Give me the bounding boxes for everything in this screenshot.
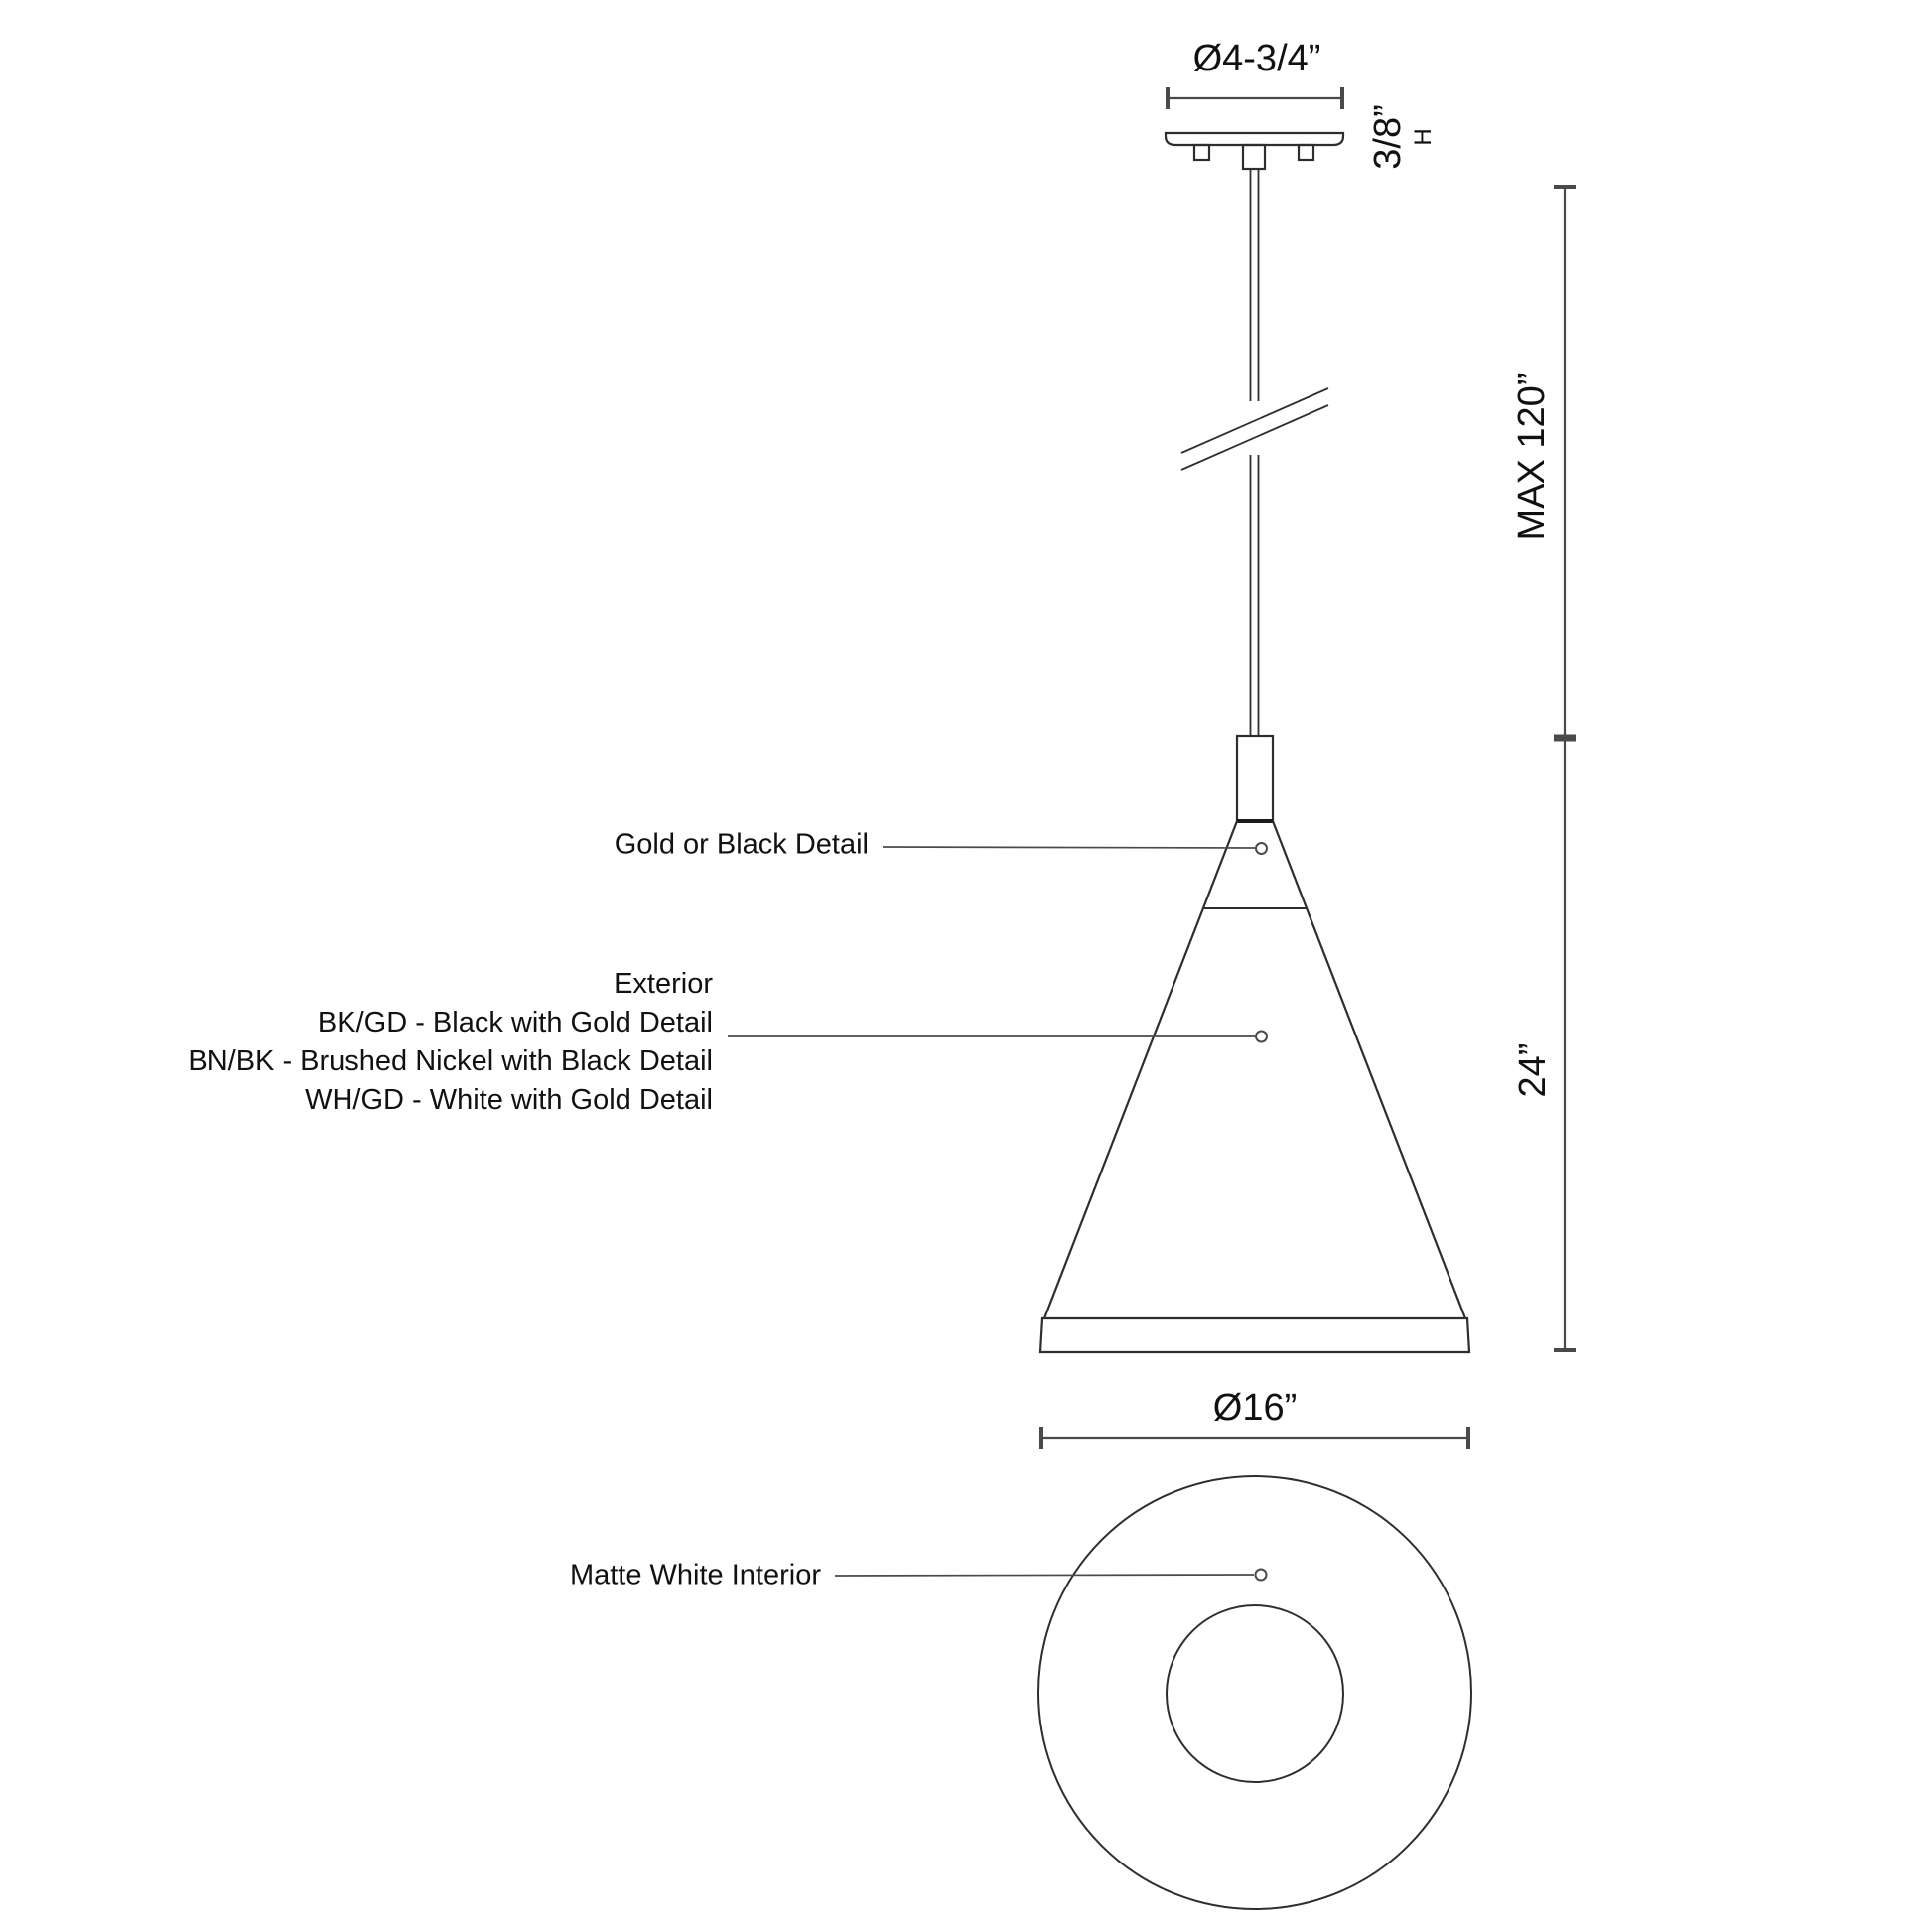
cable-break-line-upper bbox=[1181, 388, 1328, 453]
leader-dot-matte-white bbox=[1256, 1570, 1267, 1581]
canopy-outline bbox=[1166, 133, 1343, 169]
leader-dot-exterior bbox=[1256, 1032, 1267, 1042]
bottom-view bbox=[1038, 1476, 1471, 1909]
cone-side-right bbox=[1273, 821, 1465, 1318]
exterior-option-bn-bk: BN/BK - Brushed Nickel with Black Detail bbox=[188, 1045, 713, 1077]
canopy-diameter-label: Ø4-3/4” bbox=[1192, 38, 1321, 80]
cable-break-line-lower bbox=[1181, 405, 1328, 470]
canopy-height-suffix: H bbox=[1410, 128, 1437, 146]
callout-gold-or-black-detail: Gold or Black Detail bbox=[614, 828, 869, 861]
leader-gold-black-detail bbox=[883, 847, 1255, 848]
max-drop-label: MAX 120” bbox=[1511, 372, 1554, 541]
leader-matte-white-interior bbox=[835, 1575, 1254, 1576]
callout-exterior-finishes bbox=[188, 965, 713, 1120]
bottom-view-outer-circle bbox=[1038, 1476, 1471, 1909]
leader-dot-gold-black bbox=[1256, 843, 1267, 854]
exterior-option-bk-gd: BK/GD - Black with Gold Detail bbox=[317, 1007, 713, 1038]
vertical-dimensions bbox=[1554, 187, 1576, 1350]
canopy-screw-left bbox=[1194, 145, 1209, 160]
canopy-stem bbox=[1243, 145, 1265, 169]
exterior-option-wh-gd: WH/GD - White with Gold Detail bbox=[305, 1084, 713, 1116]
callout-matte-white-interior: Matte White Interior bbox=[569, 1559, 821, 1591]
suspension-cable bbox=[1181, 169, 1328, 736]
exterior-title: Exterior bbox=[614, 968, 713, 1000]
shade-rim bbox=[1040, 1318, 1469, 1352]
shade-diameter-label: Ø16” bbox=[1212, 1387, 1298, 1430]
canopy-screw-right bbox=[1299, 145, 1313, 160]
cone-shade bbox=[1040, 821, 1469, 1352]
bottom-view-inner-circle bbox=[1167, 1605, 1343, 1782]
shade-height-label: 24” bbox=[1512, 1042, 1555, 1098]
canopy-plate bbox=[1166, 133, 1343, 145]
socket-holder bbox=[1237, 736, 1273, 821]
canopy-height-value: 3/8” bbox=[1367, 104, 1409, 170]
canopy-height-label bbox=[1366, 104, 1438, 169]
socket-outline bbox=[1237, 736, 1273, 821]
canopy-diameter-dimension bbox=[1168, 87, 1342, 109]
cone-side-left bbox=[1044, 821, 1237, 1318]
